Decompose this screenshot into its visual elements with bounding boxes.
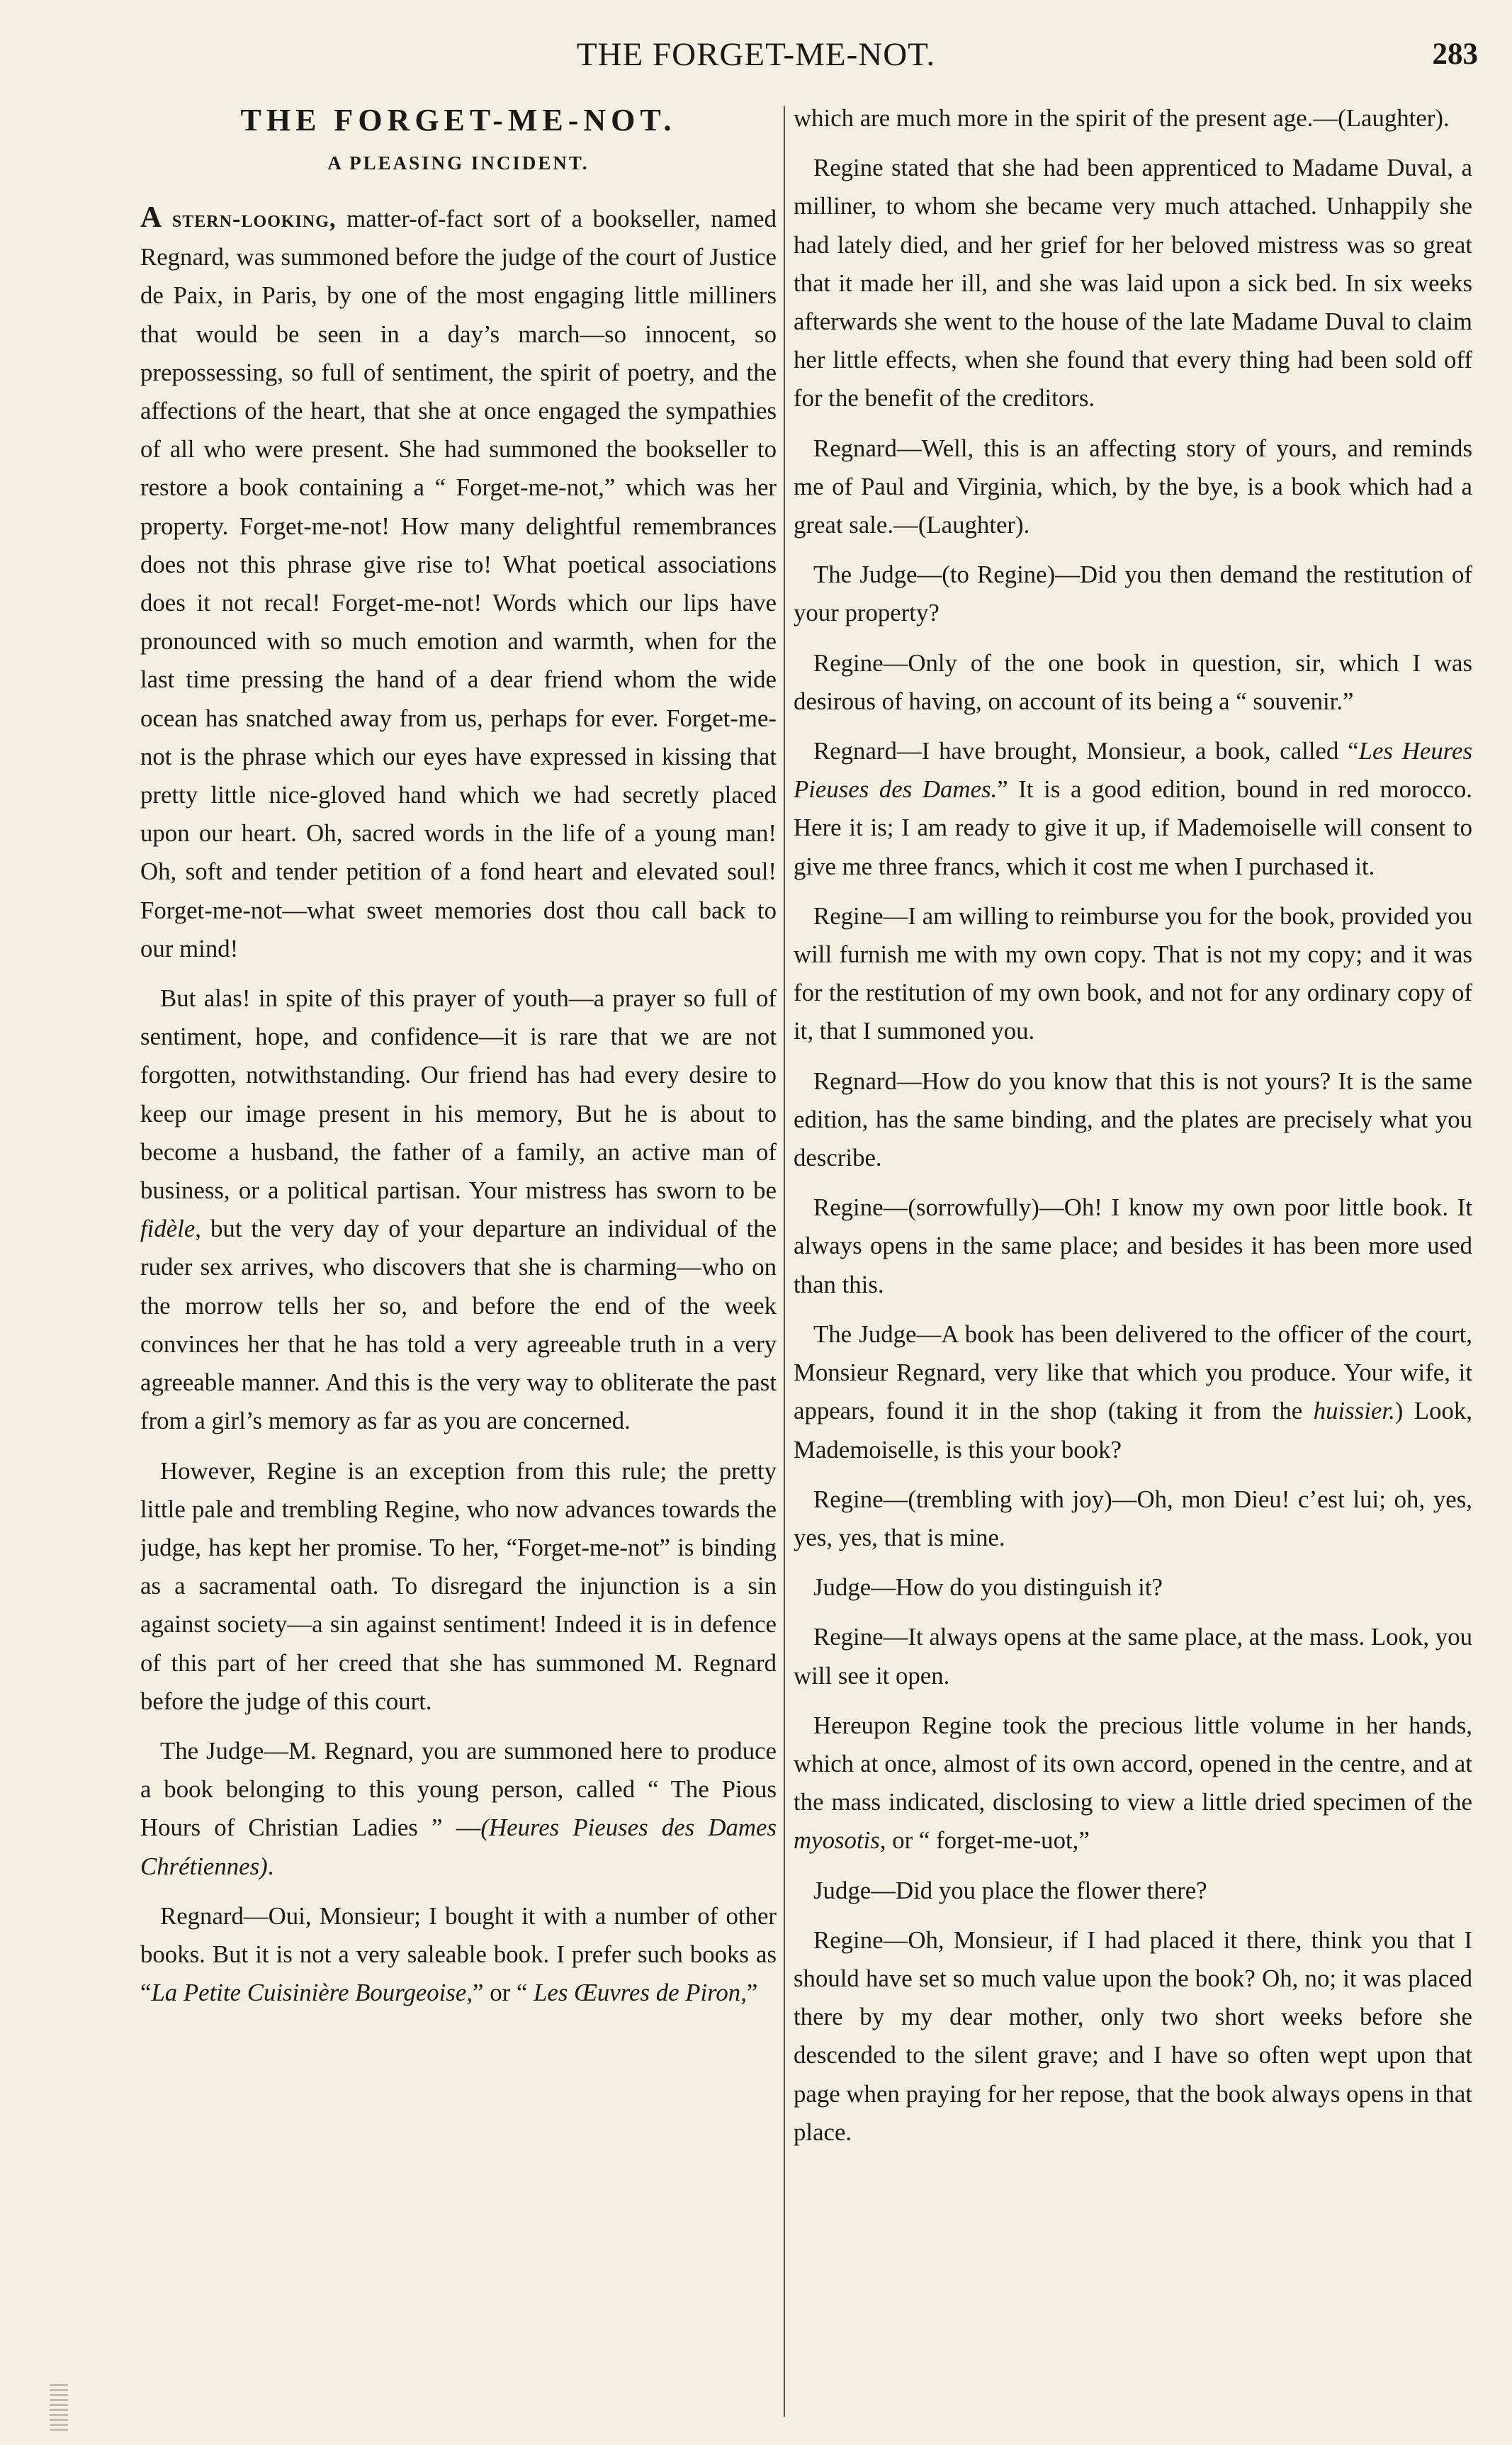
italic-text: huissier. xyxy=(1313,1397,1395,1425)
paragraph-hereupon xyxy=(794,1707,1472,1860)
paragraph-regine-mass: Regine—It always opens at the same place, at the mass. Look, you will see it open. xyxy=(794,1623,1472,1690)
paragraph-regine-souvenir: Regine—Only of the one book in question, sir, which I was desirous of having, on account of its being a “ souvenir.” xyxy=(794,648,1472,715)
paragraph-text: ” or “ xyxy=(473,1979,534,2007)
paragraph-judge-delivered xyxy=(794,1315,1472,1469)
italic-text: myosotis, xyxy=(794,1826,886,1855)
paragraph-text: The Judge—A book has been delivered to the officer of the court, Monsieur Regnard, very like that which you produce. Your wife, it appears, found it in the shop (taking it from the xyxy=(794,1320,1472,1425)
margin-speck xyxy=(50,2381,68,2431)
paragraph-regine-apprenticed: Regine stated that she had been apprenticed to Madame Duval, a milliner, to whom she became very much attached. Unhappily she had lately died, and her grief for her beloved mistress was so great that it made her ill, and she was laid upon a sick bed. In six weeks afterwards she went to the house of the late Madame Duval to claim her little effects, when she found that every thing had been sold off for the benefit of the creditors. xyxy=(794,154,1472,412)
column-divider xyxy=(784,106,785,2417)
paragraph-regine-joy: Regine—(trembling with joy)—Oh, mon Dieu! c’est lui; oh, yes, yes, yes, that is mine. xyxy=(794,1485,1472,1551)
paragraph-regnard-oui xyxy=(140,1897,777,2013)
page-number: 283 xyxy=(1432,38,1478,71)
paragraph-text: matter-of-fact sort of a bookseller, named Regnard, was summoned before the judge of the court of Justice de Paix, in Paris, by one of the most engaging little milliners that would be seen in a day’s march—so innocent, so prepossessing, so full of sentiment, the spirit of poetry, and the affections of the heart, that she at once engaged the sympathies of all who were present. She had summoned the bookseller to restore a book containing a “ Forget-me-not,” which was her property. Forget-me-not! How many delightful remembrances does not this phrase give rise to! What poetical associations does it not recal! Forget-me-not! Words which our lips have pronounced with so much emotion and warmth, when for the last time pressing the hand of a dear friend whom the wide ocean has snatched away from us, perhaps for ever. Forget-me-not is the phrase which our eyes have expressed in kissing that pretty little nice-gloved hand which we had secretly placed upon our heart. Oh, sacred words in the life of a young man! Oh, soft and tender petition of a fond heart and elevated soul! Forget-me-not—what sweet memories dost thou call back to our mind! xyxy=(140,205,777,962)
italic-text: Les Heures Pieuses des Dames. xyxy=(794,737,1472,804)
paragraph-regine-reimburse: Regine—I am willing to reimburse you for the book, provided you will furnish me with my own copy. That is not my copy; and it was for the restitution of my own book, and not for any ordinary copy of it, that I summoned you. xyxy=(794,901,1472,1045)
paragraph-regine-mother: Regine—Oh, Monsieur, if I had placed it there, think you that I should have set so much value upon the book? Oh, no; it was placed there by my dear mother, only two short weeks before she descended to the silent grave; and I have so often wept upon that page when praying for her repose, that the book always opens in that place. xyxy=(794,1926,1472,2146)
italic-text: (Heures Pieuses des Dames Chrétiennes) xyxy=(140,1814,777,1880)
paragraph-text: ” It is a good edition, bound in red morocco. Here it is; I am ready to give it up, if Mademoiselle will consent to give me three francs, which it cost me when I purchased it. xyxy=(794,775,1472,880)
paragraph-regnard-how: Regnard—How do you know that this is not yours? It is the same edition, has the same binding, and the plates are precisely what you describe. xyxy=(794,1067,1472,1172)
paragraph-regnard-brought xyxy=(794,732,1472,886)
paragraph-judge-flower: Judge—Did you place the flower there? xyxy=(813,1876,1207,1904)
paragraph-judge-distinguish: Judge—How do you distinguish it? xyxy=(813,1573,1163,1602)
paragraph-alas xyxy=(140,979,777,1440)
paragraph-text: , but the very day of your departure an individual of the ruder sex arrives, who discovers that she is charming—who on the morrow tells her so, and before the end of the week convinces her that he has told a very agreeable truth in a very agreeable manner. And this is the very way to obliterate the past from a girl’s memory as far as you are concerned. xyxy=(140,1215,777,1435)
paragraph-continuation: which are much more in the spirit of the present age.—(Laughter). xyxy=(794,104,1450,132)
paragraph-text: ) Look, Mademoiselle, is this your book? xyxy=(794,1397,1472,1463)
italic-text: La Petite Cuisinière Bourgeoise, xyxy=(151,1979,473,2007)
paragraph-text: Regnard—I have brought, Monsieur, a book, called “ xyxy=(813,737,1359,765)
paragraph-text: But alas! in spite of this prayer of youth—a prayer so full of sentiment, hope, and confidence—it is rare that we are not forgotten, notwithstanding. Our friend has had every desire to keep our image present in his memory, But he is about to become a husband, the father of a family, an active man of business, or a political partisan. Your mistress has sworn to be xyxy=(140,984,777,1205)
italic-text: Les Œuvres de Piron, xyxy=(534,1979,747,2007)
paragraph-text: Regnard—Oui, Monsieur; I bought it with a number of other books. But it is not a very saleable book. I prefer such books as “ xyxy=(140,1901,777,2007)
paragraph-judge-summons xyxy=(140,1732,777,1886)
running-head: THE FORGET-ME-NOT. xyxy=(576,36,936,73)
article-title: THE FORGET-ME-NOT. xyxy=(240,103,677,137)
paragraph-regnard-affecting: Regnard—Well, this is an affecting story of yours, and reminds me of Paul and Virginia, which, by the bye, is a book which had a great sale.—(Laughter). xyxy=(794,434,1472,539)
page-header xyxy=(0,21,1512,85)
paragraph-text: The Judge—M. Regnard, you are summoned here to produce a book belonging to this young person, called “ The Pious Hours of Christian Ladies ” — xyxy=(140,1736,777,1842)
paragraph-intro xyxy=(140,198,777,968)
paragraph-judge-demand: The Judge—(to Regine)—Did you then demand the restitution of your property? xyxy=(794,561,1472,627)
paragraph-text: or “ forget-me-uot,” xyxy=(886,1826,1090,1855)
dropcap: A xyxy=(140,201,162,234)
article-subtitle: A PLEASING INCIDENT. xyxy=(327,152,589,174)
right-column xyxy=(794,99,1472,2402)
left-column xyxy=(140,99,777,2402)
paragraph-however: However, Regine is an exception from this rule; the pretty little pale and trembling Regine, who now advances towards the judge, has kept her promise. To her, “Forget-me-not” is binding as a sacramental oath. To disregard the injunction is a sin against society—a sin against sentiment! Indeed it is in defence of this part of her creed that she has summoned M. Regnard before the judge of this court. xyxy=(140,1456,777,1715)
paragraph-text: Hereupon Regine took the precious little volume in her hands, which at once, almost of its own accord, opened in the centre, and at the mass indicated, disclosing to view a little dried specimen of the xyxy=(794,1711,1472,1816)
paragraph-text: ” xyxy=(746,1979,758,2007)
paragraph-text: . xyxy=(267,1852,274,1880)
smallcaps-opening: stern-looking, xyxy=(171,205,337,232)
paragraph-regine-sorrowfully: Regine—(sorrowfully)—Oh! I know my own poor little book. It always opens in the same place; and besides it has been more used than this. xyxy=(794,1193,1472,1298)
italic-text: fidèle xyxy=(140,1215,196,1243)
